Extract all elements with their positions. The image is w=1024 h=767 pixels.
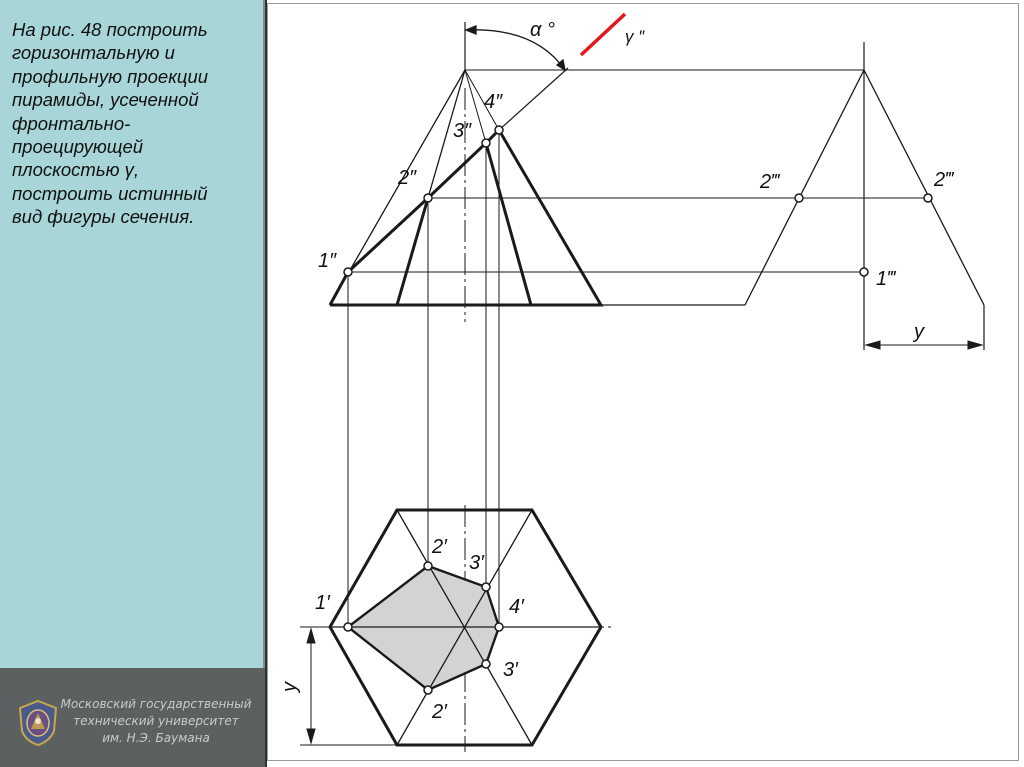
section-figure — [348, 566, 499, 690]
angle-label: α ° — [530, 19, 555, 41]
task-line: фронтально- — [12, 112, 131, 134]
task-line: плоскостью γ, — [12, 159, 140, 181]
task-line: На рис. 48 построить — [12, 19, 208, 40]
point-label-2-front: 2″ — [398, 167, 417, 189]
university-line: Московский государственный — [60, 697, 252, 711]
point-label-3-front: 3″ — [453, 120, 472, 142]
task-line: проецирующей — [12, 136, 144, 158]
plane-trace — [499, 14, 625, 130]
plane-label: γ ″ — [625, 27, 645, 46]
point-label-3-plan-top: 3′ — [469, 552, 484, 574]
point-label-2-profile-left: 2‴ — [760, 171, 779, 193]
point-label-3-plan-bottom: 3′ — [503, 659, 518, 681]
task-line: пирамиды, усеченной — [12, 89, 199, 111]
task-line: профильную проекции — [12, 65, 209, 87]
point-label-4-front: 4″ — [484, 91, 503, 113]
dimension-y-profile — [866, 341, 982, 349]
axis-lines — [465, 22, 984, 350]
dimension-label-plan: y — [279, 682, 301, 692]
point-label-2-plan-top: 2′ — [432, 536, 447, 558]
university-line: технический университет — [73, 714, 239, 728]
task-line: построить истинный — [12, 182, 208, 204]
university-line: им. Н.Э. Баумана — [102, 731, 210, 745]
point-label-1-front: 1″ — [318, 250, 337, 272]
point-label-1-profile: 1‴ — [876, 268, 895, 290]
point-label-1-plan: 1′ — [315, 592, 330, 614]
task-line: вид фигуры сечения. — [12, 206, 195, 228]
dimension-label-profile: y — [914, 321, 924, 343]
point-label-4-plan: 4′ — [509, 596, 524, 618]
task-line: горизонтальную и — [12, 42, 175, 64]
point-label-2-profile-right: 2‴ — [934, 169, 953, 191]
point-label-2-plan-bottom: 2′ — [432, 701, 447, 723]
